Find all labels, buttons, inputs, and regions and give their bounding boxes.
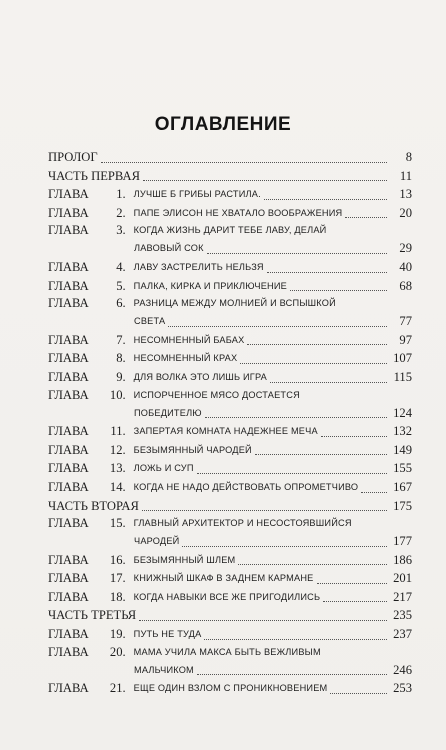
dot-leader [101,162,387,163]
toc-row [48,312,412,331]
toc-entry[interactable] [48,167,412,186]
chapter-title: ГЛАВНЫЙ АРХИТЕКТОР И НЕСОСТОЯВШИЙСЯ [133,518,352,529]
chapter-title: ИСПОРЧЕННОЕ МЯСО ДОСТАЕТСЯ [133,389,300,400]
dot-leader [168,326,387,327]
chapter-number: 3. [116,223,126,238]
page-number: 107 [393,351,412,366]
toc-row [48,515,412,532]
toc-entry[interactable] [48,497,412,516]
toc-row [48,204,412,223]
chapter-title: КОГДА ЖИЗНЬ ДАРИТ ТЕБЕ ЛАВУ, ДЕЛАЙ [133,225,327,236]
toc-row [48,349,412,368]
toc-entry[interactable] [48,478,412,497]
section-label: ЧАСТЬ ТРЕТЬЯ [48,608,137,623]
chapter-title: НЕСОМНЕННЫЙ КРАХ [133,353,238,364]
chapter-number: 17. [109,571,126,586]
chapter-number: 14. [109,479,126,494]
dot-leader [238,564,387,565]
chapter-title: СВЕТА [134,316,166,327]
page-number: 13 [399,187,412,202]
chapter-number: 7. [116,332,126,347]
chapter-number: 19. [109,627,126,642]
page-number: 11 [399,168,412,183]
page-number: 167 [393,479,412,494]
chapter-label: ГЛАВА [48,223,89,238]
chapter-label: ГЛАВА [48,442,89,457]
toc-row [48,459,412,478]
dot-leader [247,344,387,345]
page-number: 217 [393,589,412,604]
chapter-title: ПАЛКА, КИРКА И ПРИКЛЮЧЕНИЕ [133,280,288,291]
chapter-label: ГЛАВА [48,187,89,202]
dot-leader [197,473,387,474]
chapter-number: 13. [109,461,126,476]
toc-entry[interactable] [48,679,412,698]
chapter-title: ЕЩЕ ОДИН ВЗЛОМ С ПРОНИКНОВЕНИЕМ [133,683,328,694]
toc-entry[interactable] [48,588,412,607]
toc-row [48,478,412,497]
toc-row [48,295,412,312]
chapter-label: ГЛАВА [48,387,89,402]
chapter-number: 15. [109,516,126,531]
toc-row [48,258,412,277]
chapter-title: ЗАПЕРТАЯ КОМНАТА НАДЕЖНЕЕ МЕЧА [133,426,318,437]
toc-entry[interactable] [48,185,412,204]
dot-leader [139,620,387,621]
toc-row [48,441,412,460]
page-number: 77 [399,314,412,329]
page-number: 155 [393,461,412,476]
toc-row [48,239,412,258]
chapter-number: 1. [116,187,126,202]
toc-entry[interactable] [48,387,412,423]
chapter-title: ЛУЧШЕ Б ГРИБЫ РАСТИЛА. [133,189,261,200]
toc-row [48,277,412,296]
chapter-label: ГЛАВА [48,571,89,586]
dot-leader [207,253,387,254]
toc-row [48,532,412,551]
toc-row [48,222,412,239]
toc-row [48,661,412,680]
page-number: 124 [393,405,412,420]
toc-entry[interactable] [48,222,412,258]
page-title: ОГЛАВЛЕНИЕ [154,114,292,135]
page-number: 177 [393,534,412,549]
chapter-label: ГЛАВА [48,278,89,293]
chapter-title: ПУТЬ НЕ ТУДА [133,629,202,640]
section-label: ЧАСТЬ ВТОРАЯ [48,498,139,513]
chapter-title: БЕЗЫМЯННЫЙ ШЛЕМ [133,554,236,565]
page-number: 253 [393,681,412,696]
toc-entry[interactable] [48,277,412,296]
page-number: 97 [399,332,412,347]
chapter-number: 10. [109,387,126,402]
section-label: ПРОЛОГ [48,150,98,164]
toc-row [48,644,412,661]
toc-entry[interactable] [48,551,412,570]
chapter-label: ГЛАВА [48,259,89,274]
toc-row [48,185,412,204]
chapter-title: МАМА УЧИЛА МАКСА БЫТЬ ВЕЖЛИВЫМ [133,646,321,657]
chapter-number: 5. [116,278,126,293]
page-number: 132 [393,424,412,439]
chapter-label: ГЛАВА [48,589,89,604]
chapter-number: 16. [109,552,126,567]
toc-row [48,569,412,588]
page-number: 175 [393,498,412,513]
page-number: 115 [393,369,412,384]
toc-row [48,387,412,404]
dot-leader [317,583,387,584]
page-number: 186 [393,552,412,567]
chapter-label: ГЛАВА [48,552,89,567]
dot-leader [240,363,387,364]
toc-row [48,404,412,423]
dot-leader [197,674,387,675]
page-number: 237 [393,627,412,642]
toc-entry[interactable] [48,295,412,331]
page-number: 149 [393,442,412,457]
table-of-contents [48,148,412,698]
chapter-number: 4. [116,259,126,274]
toc-row [48,679,412,698]
toc-entry[interactable] [48,258,412,277]
chapter-label: ГЛАВА [48,424,89,439]
chapter-label: ГЛАВА [48,627,89,642]
page-number: 201 [393,571,412,586]
chapter-title: МАЛЬЧИКОМ [134,664,194,675]
toc-row [48,606,412,625]
page-number: 29 [399,241,412,256]
chapter-number: 12. [109,442,126,457]
chapter-title: КОГДА НЕ НАДО ДЕЙСТВОВАТЬ ОПРОМЕТЧИВО [133,481,359,492]
toc-row [48,551,412,570]
page-number: 40 [399,259,412,274]
chapter-number: 2. [116,205,126,220]
toc-row [48,588,412,607]
toc-entry[interactable] [48,569,412,588]
dot-leader [361,492,387,493]
dot-leader [321,436,387,437]
toc-row [48,368,412,387]
toc-entry[interactable] [48,441,412,460]
chapter-label: ГЛАВА [48,479,89,494]
chapter-title: РАЗНИЦА МЕЖДУ МОЛНИЕЙ И ВСПЫШКОЙ [133,298,336,309]
toc-row [48,625,412,644]
dot-leader [290,290,387,291]
page-number: 20 [399,205,412,220]
chapter-title: НЕСОМНЕННЫЙ БАБАХ [133,334,245,345]
page-number: 235 [393,608,412,623]
dot-leader [267,272,387,273]
dot-leader [143,180,387,181]
toc-entry[interactable] [48,606,412,625]
chapter-number: 11. [110,424,126,439]
chapter-title: КОГДА НАВЫКИ ВСЕ ЖЕ ПРИГОДИЛИСЬ [133,591,321,602]
chapter-title: ПОБЕДИТЕЛЮ [134,407,202,418]
chapter-number: 20. [109,644,126,659]
chapter-label: ГЛАВА [48,516,89,531]
toc-entry[interactable] [48,349,412,368]
chapter-number: 21. [109,681,126,696]
chapter-title: ЧАРОДЕЙ [134,536,180,547]
toc-entry[interactable] [48,331,412,350]
chapter-title: ДЛЯ ВОЛКА ЭТО ЛИШЬ ИГРА [133,371,267,382]
toc-entry[interactable] [48,422,412,441]
section-label: ЧАСТЬ ПЕРВАЯ [48,168,141,183]
chapter-title: КНИЖНЫЙ ШКАФ В ЗАДНЕМ КАРМАНЕ [133,573,314,584]
toc-row [48,167,412,186]
chapter-label: ГЛАВА [48,681,89,696]
chapter-label: ГЛАВА [48,351,89,366]
toc-row [48,497,412,516]
chapter-title: ЛАВУ ЗАСТРЕЛИТЬ НЕЛЬЗЯ [133,261,264,272]
toc-row [48,331,412,350]
toc-entry[interactable] [48,644,412,680]
toc-entry[interactable] [48,625,412,644]
toc-entry[interactable] [48,515,412,551]
page-number: 246 [393,662,412,677]
chapter-label: ГЛАВА [48,461,89,476]
dot-leader [323,601,387,602]
chapter-label: ГЛАВА [48,332,89,347]
dot-leader [270,382,387,383]
dot-leader [330,693,387,694]
toc-entry[interactable] [48,204,412,223]
dot-leader [255,454,387,455]
chapter-number: 9. [116,369,126,384]
chapter-label: ГЛАВА [48,296,89,311]
dot-leader [142,510,387,511]
chapter-label: ГЛАВА [48,644,89,659]
dot-leader [204,639,387,640]
chapter-title: БЕЗЫМЯННЫЙ ЧАРОДЕЙ [133,444,252,455]
chapter-title: ПАПЕ ЭЛИСОН НЕ ХВАТАЛО ВООБРАЖЕНИЯ [133,207,343,218]
page-number: 8 [405,150,412,164]
chapter-number: 8. [116,351,126,366]
chapter-title: ЛОЖЬ И СУП [133,463,194,474]
dot-leader [345,217,387,218]
chapter-label: ГЛАВА [48,369,89,384]
toc-row [48,422,412,441]
chapter-number: 6. [116,296,126,311]
dot-leader [205,417,387,418]
toc-entry[interactable] [48,368,412,387]
dot-leader [182,546,387,547]
chapter-label: ГЛАВА [48,205,89,220]
toc-entry[interactable] [48,148,412,167]
chapter-title: ЛАВОВЫЙ СОК [134,243,204,254]
toc-row [48,148,412,167]
dot-leader [264,199,387,200]
page-number: 68 [399,278,412,293]
toc-entry[interactable] [48,459,412,478]
chapter-number: 18. [109,589,126,604]
